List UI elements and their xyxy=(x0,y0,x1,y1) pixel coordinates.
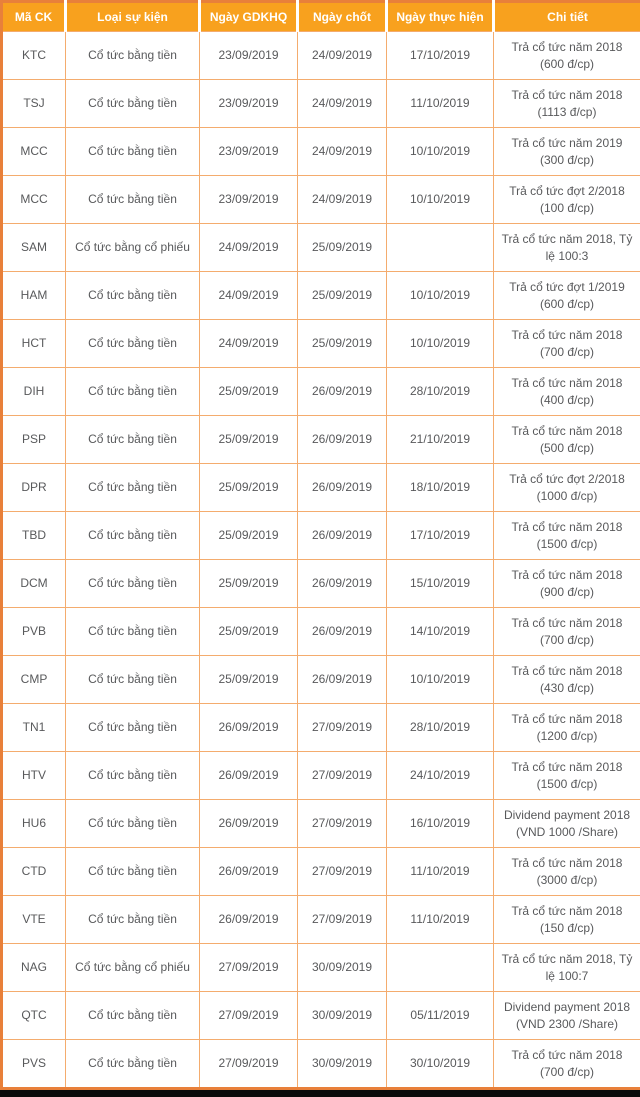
column-header-execution-date: Ngày thực hiện xyxy=(387,2,494,32)
stock-code-cell: HAM xyxy=(2,272,66,320)
ex-dividend-date-cell: 23/09/2019 xyxy=(200,128,298,176)
execution-date-cell: 24/10/2019 xyxy=(387,752,494,800)
table-row xyxy=(2,272,640,320)
execution-date-cell xyxy=(387,224,494,272)
table-row xyxy=(2,992,640,1040)
table-body xyxy=(2,32,640,1089)
detail-cell: Trả cổ tức đợt 2/2018 (1000 đ/cp) xyxy=(494,464,640,512)
ex-dividend-date-cell: 24/09/2019 xyxy=(200,320,298,368)
ex-dividend-date-cell: 25/09/2019 xyxy=(200,368,298,416)
ex-dividend-date-cell: 23/09/2019 xyxy=(200,176,298,224)
detail-cell: Trả cổ tức năm 2018 (700 đ/cp) xyxy=(494,320,640,368)
record-date-cell: 27/09/2019 xyxy=(298,752,387,800)
record-date-cell: 30/09/2019 xyxy=(298,1040,387,1089)
execution-date-cell: 15/10/2019 xyxy=(387,560,494,608)
stock-code-cell: HCT xyxy=(2,320,66,368)
detail-cell: Trả cổ tức đợt 1/2019 (600 đ/cp) xyxy=(494,272,640,320)
ex-dividend-date-cell: 25/09/2019 xyxy=(200,656,298,704)
event-type-cell: Cổ tức bằng tiền xyxy=(66,896,200,944)
event-type-cell: Cổ tức bằng tiền xyxy=(66,512,200,560)
event-type-cell: Cổ tức bằng tiền xyxy=(66,176,200,224)
stock-code-cell: HTV xyxy=(2,752,66,800)
stock-code-cell: DCM xyxy=(2,560,66,608)
column-header-record-date: Ngày chốt xyxy=(298,2,387,32)
stock-code-cell: SAM xyxy=(2,224,66,272)
table-row xyxy=(2,944,640,992)
stock-code-cell: HU6 xyxy=(2,800,66,848)
ex-dividend-date-cell: 26/09/2019 xyxy=(200,848,298,896)
event-type-cell: Cổ tức bằng tiền xyxy=(66,320,200,368)
event-type-cell: Cổ tức bằng tiền xyxy=(66,416,200,464)
ex-dividend-date-cell: 25/09/2019 xyxy=(200,560,298,608)
stock-code-cell: MCC xyxy=(2,176,66,224)
detail-cell: Dividend payment 2018 (VND 2300 /Share) xyxy=(494,992,640,1040)
table-row xyxy=(2,1040,640,1089)
table-row xyxy=(2,128,640,176)
ex-dividend-date-cell: 23/09/2019 xyxy=(200,32,298,80)
record-date-cell: 24/09/2019 xyxy=(298,128,387,176)
detail-cell: Trả cổ tức năm 2018 (700 đ/cp) xyxy=(494,608,640,656)
record-date-cell: 26/09/2019 xyxy=(298,656,387,704)
table-row xyxy=(2,752,640,800)
ex-dividend-date-cell: 25/09/2019 xyxy=(200,416,298,464)
record-date-cell: 27/09/2019 xyxy=(298,896,387,944)
ex-dividend-date-cell: 27/09/2019 xyxy=(200,992,298,1040)
record-date-cell: 26/09/2019 xyxy=(298,464,387,512)
table-row xyxy=(2,656,640,704)
detail-cell: Trả cổ tức năm 2018 (1500 đ/cp) xyxy=(494,752,640,800)
execution-date-cell: 11/10/2019 xyxy=(387,848,494,896)
event-type-cell: Cổ tức bằng tiền xyxy=(66,464,200,512)
execution-date-cell: 10/10/2019 xyxy=(387,128,494,176)
execution-date-cell: 30/10/2019 xyxy=(387,1040,494,1089)
stock-code-cell: PSP xyxy=(2,416,66,464)
execution-date-cell: 14/10/2019 xyxy=(387,608,494,656)
record-date-cell: 24/09/2019 xyxy=(298,80,387,128)
detail-cell: Trả cổ tức năm 2019 (300 đ/cp) xyxy=(494,128,640,176)
event-type-cell: Cổ tức bằng tiền xyxy=(66,560,200,608)
record-date-cell: 26/09/2019 xyxy=(298,368,387,416)
record-date-cell: 27/09/2019 xyxy=(298,800,387,848)
execution-date-cell: 11/10/2019 xyxy=(387,80,494,128)
detail-cell: Trả cổ tức năm 2018 (1200 đ/cp) xyxy=(494,704,640,752)
table-row xyxy=(2,320,640,368)
stock-code-cell: NAG xyxy=(2,944,66,992)
record-date-cell: 26/09/2019 xyxy=(298,608,387,656)
record-date-cell: 25/09/2019 xyxy=(298,320,387,368)
stock-code-cell: PVS xyxy=(2,1040,66,1089)
execution-date-cell: 16/10/2019 xyxy=(387,800,494,848)
ex-dividend-date-cell: 26/09/2019 xyxy=(200,800,298,848)
event-type-cell: Cổ tức bằng tiền xyxy=(66,1040,200,1089)
stock-code-cell: DIH xyxy=(2,368,66,416)
event-type-cell: Cổ tức bằng cổ phiếu xyxy=(66,224,200,272)
record-date-cell: 24/09/2019 xyxy=(298,176,387,224)
table-row xyxy=(2,848,640,896)
ex-dividend-date-cell: 27/09/2019 xyxy=(200,1040,298,1089)
detail-cell: Trả cổ tức đợt 2/2018 (100 đ/cp) xyxy=(494,176,640,224)
record-date-cell: 26/09/2019 xyxy=(298,560,387,608)
record-date-cell: 26/09/2019 xyxy=(298,512,387,560)
event-type-cell: Cổ tức bằng tiền xyxy=(66,800,200,848)
execution-date-cell: 10/10/2019 xyxy=(387,272,494,320)
table-row xyxy=(2,32,640,80)
record-date-cell: 26/09/2019 xyxy=(298,416,387,464)
column-header-ex-dividend-date: Ngày GDKHQ xyxy=(200,2,298,32)
stock-code-cell: PVB xyxy=(2,608,66,656)
record-date-cell: 30/09/2019 xyxy=(298,992,387,1040)
event-type-cell: Cổ tức bằng tiền xyxy=(66,80,200,128)
ex-dividend-date-cell: 26/09/2019 xyxy=(200,752,298,800)
table-row xyxy=(2,416,640,464)
detail-cell: Trả cổ tức năm 2018 (900 đ/cp) xyxy=(494,560,640,608)
execution-date-cell: 28/10/2019 xyxy=(387,368,494,416)
column-header-stock-code: Mã CK xyxy=(2,2,66,32)
stock-code-cell: TSJ xyxy=(2,80,66,128)
stock-code-cell: MCC xyxy=(2,128,66,176)
detail-cell: Trả cổ tức năm 2018 (3000 đ/cp) xyxy=(494,848,640,896)
event-type-cell: Cổ tức bằng tiền xyxy=(66,992,200,1040)
record-date-cell: 27/09/2019 xyxy=(298,704,387,752)
ex-dividend-date-cell: 25/09/2019 xyxy=(200,512,298,560)
detail-cell: Dividend payment 2018 (VND 1000 /Share) xyxy=(494,800,640,848)
execution-date-cell: 10/10/2019 xyxy=(387,176,494,224)
execution-date-cell: 28/10/2019 xyxy=(387,704,494,752)
stock-code-cell: TN1 xyxy=(2,704,66,752)
record-date-cell: 27/09/2019 xyxy=(298,848,387,896)
record-date-cell: 25/09/2019 xyxy=(298,272,387,320)
stock-code-cell: TBD xyxy=(2,512,66,560)
detail-cell: Trả cổ tức năm 2018 (500 đ/cp) xyxy=(494,416,640,464)
execution-date-cell: 21/10/2019 xyxy=(387,416,494,464)
execution-date-cell: 11/10/2019 xyxy=(387,896,494,944)
event-type-cell: Cổ tức bằng tiền xyxy=(66,608,200,656)
event-type-cell: Cổ tức bằng tiền xyxy=(66,368,200,416)
event-type-cell: Cổ tức bằng tiền xyxy=(66,32,200,80)
event-type-cell: Cổ tức bằng tiền xyxy=(66,272,200,320)
detail-cell: Trả cổ tức năm 2018 (400 đ/cp) xyxy=(494,368,640,416)
event-type-cell: Cổ tức bằng tiền xyxy=(66,128,200,176)
table-row xyxy=(2,464,640,512)
detail-cell: Trả cổ tức năm 2018, Tỷ lệ 100:7 xyxy=(494,944,640,992)
record-date-cell: 30/09/2019 xyxy=(298,944,387,992)
stock-code-cell: CMP xyxy=(2,656,66,704)
event-type-cell: Cổ tức bằng tiền xyxy=(66,656,200,704)
column-header-event-type: Loại sự kiện xyxy=(66,2,200,32)
table-row xyxy=(2,608,640,656)
table-header-row xyxy=(2,2,640,32)
record-date-cell: 24/09/2019 xyxy=(298,32,387,80)
event-type-cell: Cổ tức bằng tiền xyxy=(66,752,200,800)
stock-code-cell: VTE xyxy=(2,896,66,944)
detail-cell: Trả cổ tức năm 2018 (600 đ/cp) xyxy=(494,32,640,80)
table-row xyxy=(2,224,640,272)
execution-date-cell: 18/10/2019 xyxy=(387,464,494,512)
ex-dividend-date-cell: 25/09/2019 xyxy=(200,608,298,656)
ex-dividend-date-cell: 25/09/2019 xyxy=(200,464,298,512)
ex-dividend-date-cell: 26/09/2019 xyxy=(200,896,298,944)
detail-cell: Trả cổ tức năm 2018 (430 đ/cp) xyxy=(494,656,640,704)
ex-dividend-date-cell: 24/09/2019 xyxy=(200,272,298,320)
column-header-detail: Chi tiết xyxy=(494,2,640,32)
table-row xyxy=(2,80,640,128)
detail-cell: Trả cổ tức năm 2018 (150 đ/cp) xyxy=(494,896,640,944)
execution-date-cell: 05/11/2019 xyxy=(387,992,494,1040)
table-row xyxy=(2,560,640,608)
execution-date-cell: 17/10/2019 xyxy=(387,512,494,560)
execution-date-cell: 10/10/2019 xyxy=(387,656,494,704)
ex-dividend-date-cell: 23/09/2019 xyxy=(200,80,298,128)
ex-dividend-date-cell: 26/09/2019 xyxy=(200,704,298,752)
detail-cell: Trả cổ tức năm 2018 (1113 đ/cp) xyxy=(494,80,640,128)
detail-cell: Trả cổ tức năm 2018 (700 đ/cp) xyxy=(494,1040,640,1089)
table-row xyxy=(2,512,640,560)
stock-code-cell: KTC xyxy=(2,32,66,80)
event-type-cell: Cổ tức bằng cổ phiếu xyxy=(66,944,200,992)
execution-date-cell xyxy=(387,944,494,992)
detail-cell: Trả cổ tức năm 2018, Tỷ lệ 100:3 xyxy=(494,224,640,272)
execution-date-cell: 10/10/2019 xyxy=(387,320,494,368)
record-date-cell: 25/09/2019 xyxy=(298,224,387,272)
table-row xyxy=(2,176,640,224)
table-row xyxy=(2,368,640,416)
bottom-black-bar xyxy=(0,1090,640,1097)
stock-code-cell: DPR xyxy=(2,464,66,512)
ex-dividend-date-cell: 27/09/2019 xyxy=(200,944,298,992)
stock-code-cell: QTC xyxy=(2,992,66,1040)
event-type-cell: Cổ tức bằng tiền xyxy=(66,704,200,752)
stock-code-cell: CTD xyxy=(2,848,66,896)
table-row xyxy=(2,800,640,848)
detail-cell: Trả cổ tức năm 2018 (1500 đ/cp) xyxy=(494,512,640,560)
ex-dividend-date-cell: 24/09/2019 xyxy=(200,224,298,272)
table-row xyxy=(2,896,640,944)
event-type-cell: Cổ tức bằng tiền xyxy=(66,848,200,896)
table-row xyxy=(2,704,640,752)
execution-date-cell: 17/10/2019 xyxy=(387,32,494,80)
